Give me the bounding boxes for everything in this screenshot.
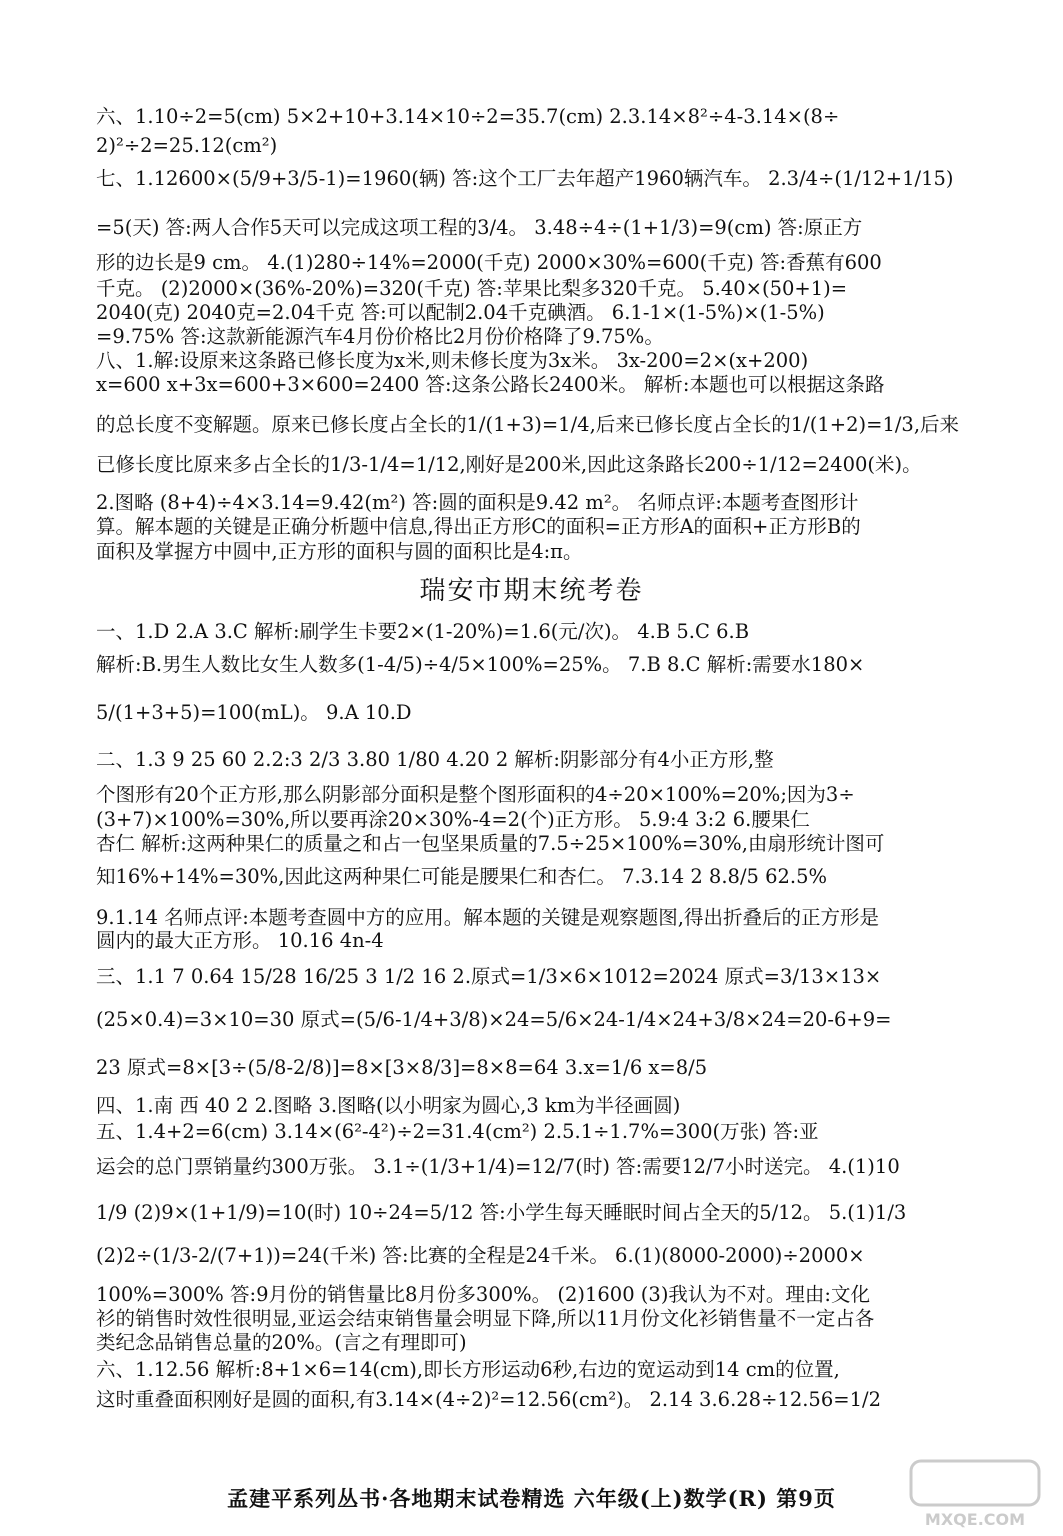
text-line: 六、1.10÷2=5(cm) 5×2+10+3.14×10÷2=35.7(cm) 2.3.14×8²÷4-3.14×(8÷ [96,105,840,128]
text-line: 形的边长是9 cm。 4.(1)280÷14%=2000(千克) 2000×30%=600(千克) 答:香蕉有600 [96,251,882,274]
text-line: 算。解本题的关键是正确分析题中信息,得出正方形C的面积=正方形A的面积+正方形B的 [96,515,861,538]
text-line: 2.图略 (8+4)÷4×3.14=9.42(m²) 答:圆的面积是9.42 m²。 名师点评:本题考查图形计 [96,491,859,514]
text-line: 四、1.南 西 40 2 2.图略 3.图略(以小明家为圆心,3 km为半径画圆) [96,1094,681,1117]
text-line: 圆内的最大正方形。 10.16 4n-4 [96,929,384,952]
text-line: 2040(克) 2040克=2.04千克 答:可以配制2.04千克碘酒。 6.1-1×(1-5%)×(1-5%) [96,301,825,324]
text-line: 三、1.1 7 0.64 15/28 16/25 3 1/2 16 2.原式=1/3×6×1012=2024 原式=3/13×13× [96,965,882,988]
text-line: 五、1.4+2=6(cm) 3.14×(6²-4²)÷2=31.4(cm²) 2.5.1÷1.7%=300(万张) 答:亚 [96,1120,819,1143]
section-title: 瑞安市期末统考卷 [419,576,644,606]
text-line: (3+7)×100%=30%,所以要再涂20×30%-4=2(个)正方形。 5.9:4 3:2 6.腰果仁 [96,808,810,831]
text-line: 知16%+14%=30%,因此这两种果仁可能是腰果仁和杏仁。 7.3.14 2 8.8/5 62.5% [96,865,828,888]
text-line: 运会的总门票销量约300万张。 3.1÷(1/3+1/4)=12/7(时) 答:需要12/7小时送完。 4.(1)10 [96,1155,900,1178]
text-line: (2)2÷(1/3-2/(7+1))=24(千米) 答:比赛的全程是24千米。 6.(1)(8000-2000)÷2000× [96,1244,865,1267]
text-line: 已修长度比原来多占全长的1/3-1/4=1/12,刚好是200米,因此这条路长200÷1/12=2400(米)。 [96,453,922,476]
text-line: 二、1.3 9 25 60 2.2:3 2/3 3.80 1/80 4.20 2 解析:阴影部分有4小正方形,整 [96,748,774,771]
text-line: (25×0.4)=3×10=30 原式=(5/6-1/4+3/8)×24=5/6×24-1/4×24+3/8×24=20-6+9= [96,1008,892,1031]
text-line: 2)²÷2=25.12(cm²) [96,134,278,157]
text-line: 这时重叠面积刚好是圆的面积,有3.14×(4÷2)²=12.56(cm²)。 2.14 3.6.28÷12.56=1/2 [96,1388,881,1411]
text-line: 1/9 (2)9×(1+1/9)=10(时) 10÷24=5/12 答:小学生每天睡眠时间占全天的5/12。 5.(1)1/3 [96,1201,907,1224]
text-line: 千克。 (2)2000×(36%-20%)=320(千克) 答:苹果比梨多320千克。 5.40×(50+1)= [96,277,848,300]
text-line: x=600 x+3x=600+3×600=2400 答:这条公路长2400米。 解析:本题也可以根据这条路 [96,373,885,396]
text-line: 杏仁 解析:这两种果仁的质量之和占一包坚果质量的7.5÷25×100%=30%,由扇形统计图可 [96,832,885,855]
text-line: =5(天) 答:两人合作5天可以完成这项工程的3/4。 3.48÷4÷(1+1/3)=9(cm) 答:原正方 [96,216,863,239]
text-line: 解析:B.男生人数比女生人数多(1-4/5)÷4/5×100%=25%。 7.B 8.C 解析:需要水180× [96,653,865,676]
text-line: 七、1.12600×(5/9+3/5-1)=1960(辆) 答:这个工厂去年超产1960辆汽车。 2.3/4÷(1/12+1/15) [96,167,954,190]
watermark-text: MXQE.COM [924,1510,1026,1529]
text-line: 100%=300% 答:9月份的销售量比8月份多300%。 (2)1600 (3)我认为不对。理由:文化 [96,1283,871,1306]
page-footer: 孟建平系列丛书·各地期末试卷精选 六年级(上)数学(R) 第9页 [227,1486,836,1511]
text-line: 类纪念品销售总量的20%。(言之有理即可) [96,1331,467,1354]
text-line: 的总长度不变解题。原来已修长度占全长的1/(1+3)=1/4,后来已修长度占全长的1/(1+2)=1/3,后来 [96,413,960,436]
text-line: 八、1.解:设原来这条路已修长度为x米,则未修长度为3x米。 3x-200=2×(x+200) [96,349,809,372]
text-line: =9.75% 答:这款新能源汽车4月份价格比2月份价格降了9.75%。 [96,325,664,348]
text-line: 面积及掌握方中圆中,正方形的面积与圆的面积比是4:π。 [96,540,583,563]
text-line: 5/(1+3+5)=100(mL)。 9.A 10.D [96,701,412,724]
text-line: 9.1.14 名师点评:本题考查圆中方的应用。解本题的关键是观察题图,得出折叠后的正方形是 [96,906,879,929]
text-line: 23 原式=8×[3÷(5/8-2/8)]=8×[3×8/3]=8×8=64 3.x=1/6 x=8/5 [96,1056,708,1079]
text-line: 一、1.D 2.A 3.C 解析:刷学生卡要2×(1-20%)=1.6(元/次)。 4.B 5.C 6.B [96,620,750,643]
text-line: 六、1.12.56 解析:8+1×6=14(cm),即长方形运动6秒,右边的宽运动到14 cm的位置, [96,1358,840,1381]
watermark-logo [905,1455,1045,1533]
text-line: 个图形有20个正方形,那么阴影部分面积是整个图形面积的4÷20×100%=20%;因为3÷ [96,783,855,806]
text-line: 衫的销售时效性很明显,亚运会结束销售量会明显下降,所以11月份文化衫销售量不一定占各 [96,1307,875,1330]
